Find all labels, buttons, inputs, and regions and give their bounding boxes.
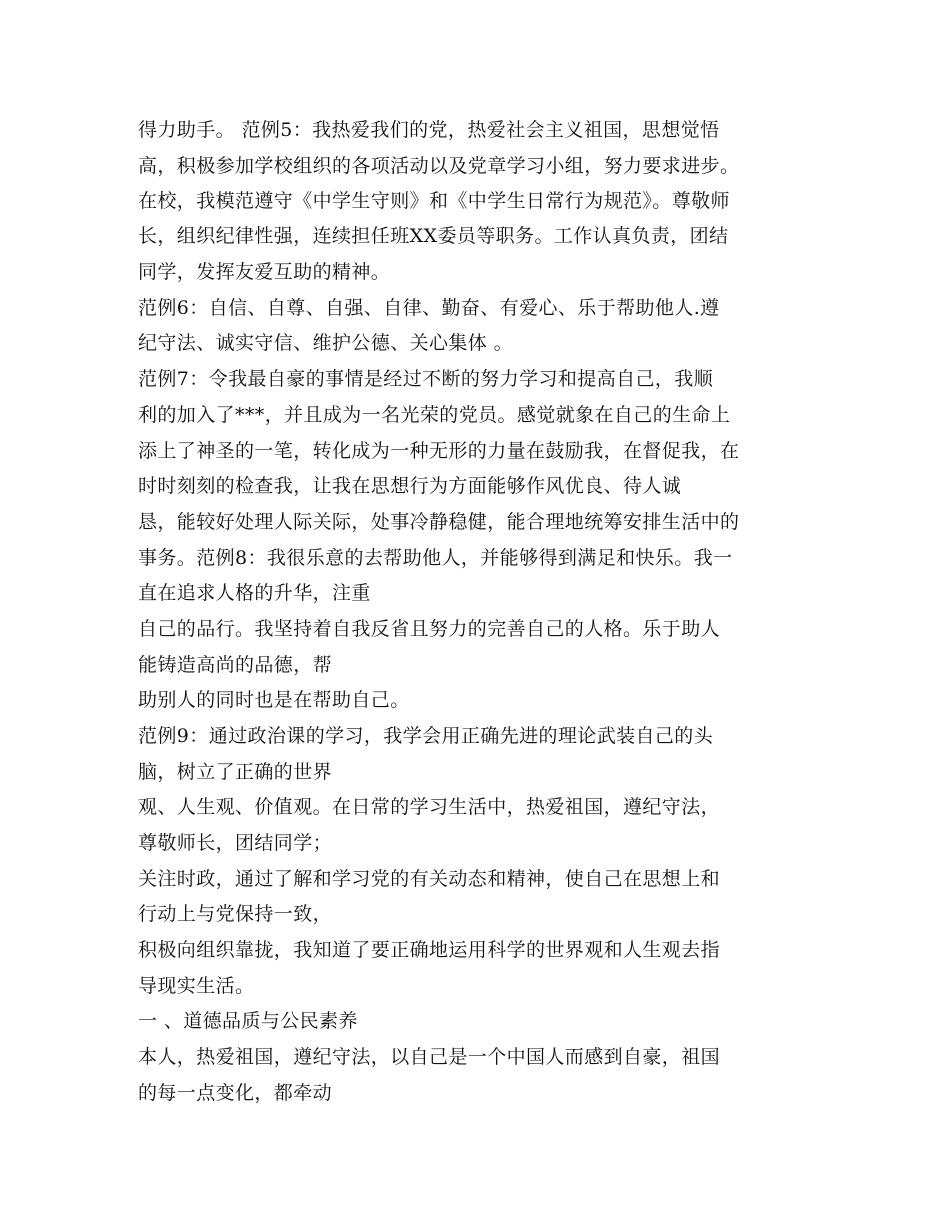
text-line: 长，组织纪律性强，连续担任班XX委员等职务。工作认真负责，团结 bbox=[138, 225, 729, 247]
text-line: 的每一点变化，都牵动 bbox=[138, 1082, 333, 1104]
text-line: 范例6：自信、自尊、自强、自律、勤奋、有爱心、乐于帮助他人.遵 bbox=[138, 297, 720, 319]
section-heading: 一 、道德品质与公民素养 bbox=[138, 1010, 358, 1032]
text-line: 恳，能较好处理人际关际，处事冷静稳健，能合理地统筹安排生活中的 bbox=[138, 511, 740, 533]
text-line: 同学，发挥友爱互助的精神。 bbox=[138, 261, 391, 283]
text-line: 利的加入了***，并且成为一名光荣的党员。感觉就象在自己的生命上 bbox=[138, 404, 731, 426]
text-line: 脑，树立了正确的世界 bbox=[138, 761, 333, 783]
text-line: 自己的品行。我坚持着自我反省且努力的完善自己的人格。乐于助人 bbox=[138, 618, 721, 640]
text-line: 能铸造高尚的品德，帮 bbox=[138, 654, 333, 676]
text-line: 范例9：通过政治课的学习，我学会用正确先进的理论武装自己的头 bbox=[138, 725, 714, 747]
text-line: 尊敬师长，团结同学； bbox=[138, 832, 333, 854]
text-line: 关注时政，通过了解和学习党的有关动态和精神，使自己在思想上和 bbox=[138, 868, 721, 890]
text-line: 积极向组织靠拢，我知道了要正确地运用科学的世界观和人生观去指 bbox=[138, 939, 721, 961]
text-line: 直在追求人格的升华，注重 bbox=[138, 582, 371, 604]
text-line: 纪守法、诚实守信、维护公德、关心集体 。 bbox=[138, 332, 514, 354]
text-line: 本人，热爱祖国，遵纪守法，以自己是一个中国人而感到自豪，祖国 bbox=[138, 1046, 721, 1068]
text-line: 添上了神圣的一笔，转化成为一种无形的力量在鼓励我，在督促我，在 bbox=[138, 440, 740, 462]
text-line: 时时刻刻的检查我，让我在思想行为方面能够作风优良、待人诚 bbox=[138, 475, 682, 497]
text-line: 导现实生活。 bbox=[138, 975, 255, 997]
text-line: 事务。范例8：我很乐意的去帮助他人，并能够得到满足和快乐。我一 bbox=[138, 547, 733, 569]
text-line: 范例7：令我最自豪的事情是经过不断的努力学习和提高自己，我顺 bbox=[138, 368, 714, 390]
text-line: 助别人的同时也是在帮助自己。 bbox=[138, 689, 410, 711]
text-line: 得力助手。 范例5：我热爱我们的党，热爱社会主义祖国，思想觉悟 bbox=[138, 119, 720, 141]
text-line: 在校，我模范遵守《中学生守则》和《中学生日常行为规范》。尊敬师 bbox=[138, 190, 730, 212]
text-line: 行动上与党保持一致， bbox=[138, 903, 333, 925]
text-line: 高，积极参加学校组织的各项活动以及党章学习小组，努力要求进步。 bbox=[138, 155, 740, 177]
text-line: 观、人生观、价值观。在日常的学习生活中，热爱祖国，遵纪守法， bbox=[138, 796, 721, 818]
